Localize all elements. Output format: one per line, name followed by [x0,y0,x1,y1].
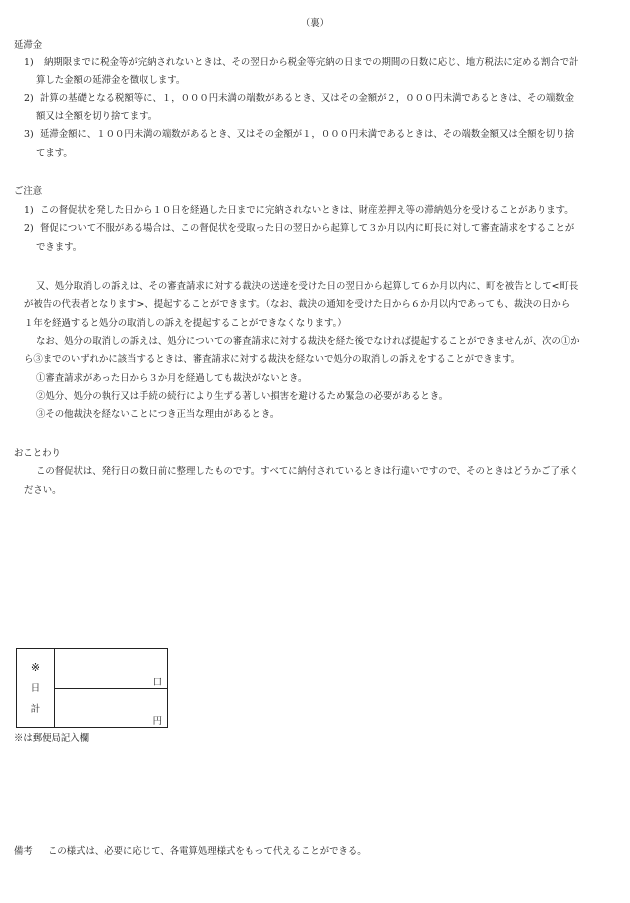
postal-box-label-day: 日 [30,683,41,694]
page-header: （裏） [300,18,330,29]
late-fee-item-1-line-2: 算した金額の延滞金を徴収します。 [36,75,186,86]
notice-item-1-line-1: この督促状を発した日から１０日を経過した日までに完納されないときは、財産差押え等の滞納処分を受けることがあります。 [40,205,574,216]
apology-title: おことわり [14,448,61,459]
notice-condition-2: ②処分、処分の執行又は手続の続行により生ずる著しい損害を避けるため緊急の必要があるとき。 [36,391,449,402]
remarks-text: この様式は、必要に応じて、各電算処理様式をもって代えることができる。 [48,846,367,857]
late-fee-item-2-line-1: 計算の基礎となる税額等に、１，０００円未満の端数があるとき、又はその金額が２，０００円未満であるときは、その端数金 [40,93,575,104]
late-fee-item-2-num: 2) [24,93,34,104]
postal-box-divider-horizontal [54,688,167,689]
notice-item-2-line-2: できます。 [36,242,83,253]
postal-box-mark: ※ [30,661,41,674]
apology-line-2: ださい。 [24,485,62,496]
postal-box-unit-count: 口 [152,677,162,688]
notice-para2-line-1: なお、処分の取消しの訴えは、処分についての審査請求に対する裁決を経た後でなければ提起することができませんが、次の①か [36,336,580,347]
notice-title: ご注意 [14,186,43,197]
apology-line-1: この督促状は、発行日の数日前に整理したものです。すべてに納付されているときは行違いですので、そのときはどうかご了承く [36,466,579,477]
late-fee-item-1-num: 1) [24,57,34,68]
postal-box-caption: ※は郵便局記入欄 [14,733,90,744]
late-fee-title: 延滞金 [14,40,43,51]
late-fee-item-3-line-1: 延滞金額に、１００円未満の端数があるとき、又はその金額が１，０００円未満であるときは、その端数金額又は全額を切り捨 [40,129,575,140]
remarks-label: 備考 [14,846,33,857]
notice-item-2-num: 2) [24,223,34,234]
notice-para1-line-1: 又、処分取消しの訴えは、その審査請求に対する裁決の送達を受けた日の翌日から起算して６か月以内に、町を被告として<町長 [36,281,579,292]
postal-stamp-box [16,648,168,728]
notice-para1-line-3: １年を経過すると処分の取消しの訴えを提起することができなくなります。） [24,318,347,329]
late-fee-item-3-num: 3) [24,129,34,140]
notice-para2-line-2: ら③までのいずれかに該当するときは、審査請求に対する裁決を経ないで処分の取消しの訴えをすることができます。 [24,354,521,365]
late-fee-item-3-line-2: てます。 [36,148,73,159]
postal-box-label-total: 計 [30,704,41,715]
notice-condition-3: ③その他裁決を経ないことにつき正当な理由があるとき。 [36,409,280,420]
postal-box-unit-yen: 円 [152,716,162,727]
late-fee-item-1-line-1: 納期限までに税金等が完納されないときは、その翌日から税金等完納の日までの期間の日数に応じ、地方税法に定める割合で計 [44,57,579,68]
late-fee-item-2-line-2: 額又は全額を切り捨てます。 [36,111,158,122]
notice-condition-1: ①審査請求があった日から３か月を経過しても裁決がないとき。 [36,373,308,384]
notice-item-1-num: 1) [24,205,34,216]
notice-para1-line-2: が被告の代表者となります>、提起することができます。（なお、裁決の通知を受けた日から６か月以内であっても、裁決の日から [24,299,571,310]
notice-item-2-line-1: 督促について不服がある場合は、この督促状を受取った日の翌日から起算して３か月以内に町長に対して審査請求をすることが [40,223,575,234]
